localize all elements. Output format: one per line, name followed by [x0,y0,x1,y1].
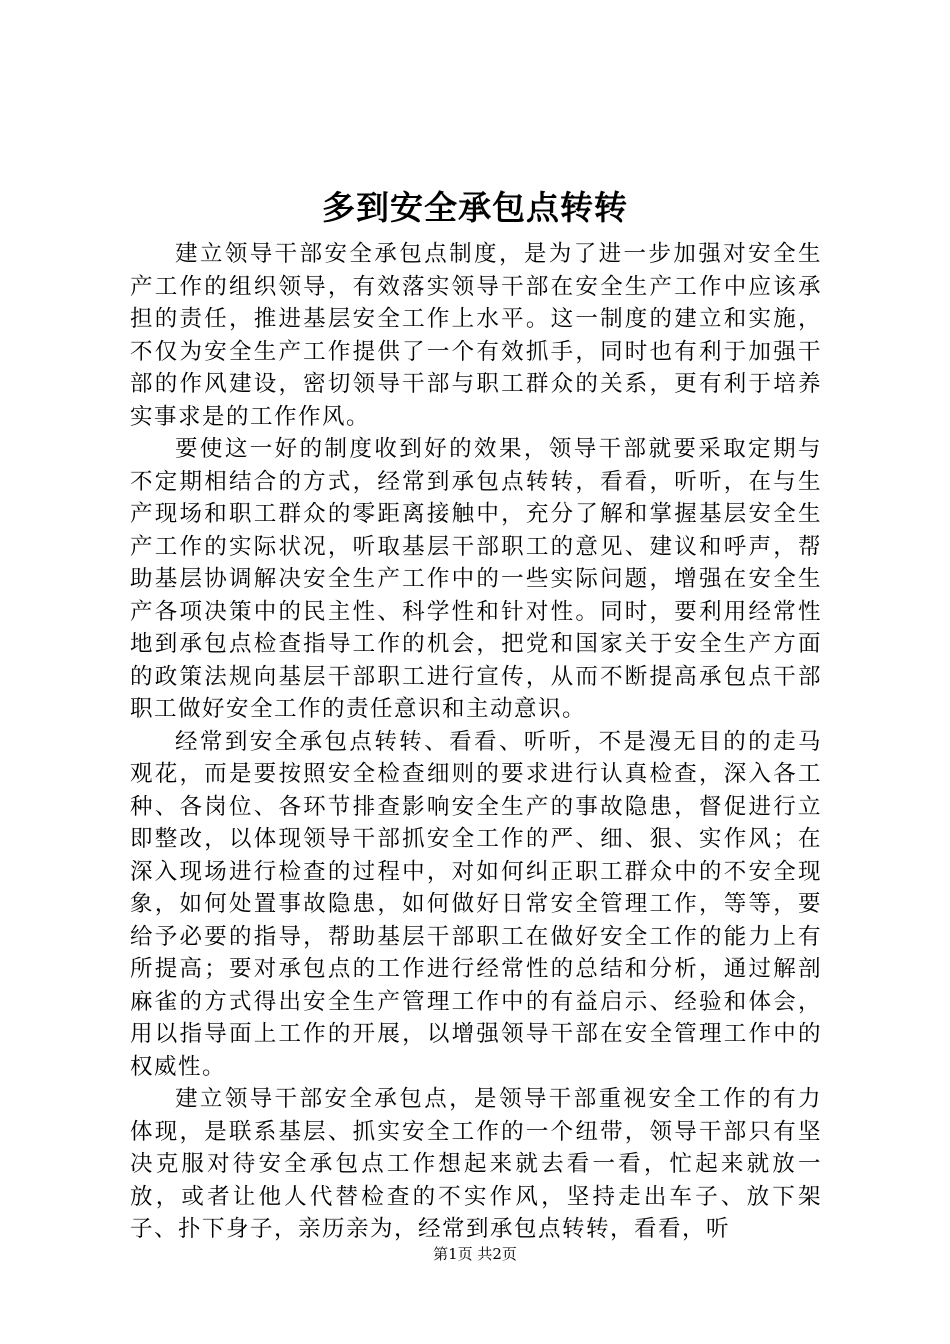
document-title: 多到安全承包点转转 [322,188,628,227]
paragraph: 要使这一好的制度收到好的效果，领导干部就要采取定期与不定期相结合的方式，经常到承包点转转，看看，听听，在与生产现场和职工群众的零距离接触中，充分了解和掌握基层安全生产工作的实际状况，听取基层干部职工的意见、建议和呼声，帮助基层协调解决安全生产工作中的一些实际问题，增强在安全生产各项决策中的民主性、科学性和针对性。同时，要利用经常性地到承包点检查指导工作的机会，把党和国家关于安全生产方面的政策法规向基层干部职工进行宣传，从而不断提高承包点干部职工做好安全工作的责任意识和主动意识。 [130,436,822,722]
paragraph: 经常到安全承包点转转、看看、听听，不是漫无目的的走马观花，而是要按照安全检查细则的要求进行认真检查，深入各工种、各岗位、各环节排查影响安全生产的事故隐患，督促进行立即整改，以体现领导干部抓安全工作的严、细、狠、实作风；在深入现场进行检查的过程中，对如何纠正职工群众中的不安全现象，如何处置事故隐患，如何做好日常安全管理工作，等等，要给予必要的指导，帮助基层干部职工在做好安全工作的能力上有所提高；要对承包点的工作进行经常性的总结和分析，通过解剖麻雀的方式得出安全生产管理工作中的有益启示、经验和体会，用以指导面上工作的开展，以增强领导干部在安全管理工作中的权威性。 [130,728,822,1080]
page-number-footer: 第1页 共2页 [433,1245,517,1263]
paragraph: 建立领导干部安全承包点，是领导干部重视安全工作的有力体现，是联系基层、抓实安全工作的一个纽带，领导干部只有坚决克服对待安全承包点工作想起来就去看一看，忙起来就放一放，或者让他人代替检查的不实作风，坚持走出车子、放下架子、扑下身子，亲历亲为，经常到承包点转转，看看，听 [130,1086,822,1242]
paragraph: 建立领导干部安全承包点制度，是为了进一步加强对安全生产工作的组织领导，有效落实领导干部在安全生产工作中应该承担的责任，推进基层安全工作上水平。这一制度的建立和实施，不仅为安全生产工作提供了一个有效抓手，同时也有利于加强干部的作风建设，密切领导干部与职工群众的关系，更有利于培养实事求是的工作作风。 [130,241,822,430]
document-body [130,238,822,1246]
